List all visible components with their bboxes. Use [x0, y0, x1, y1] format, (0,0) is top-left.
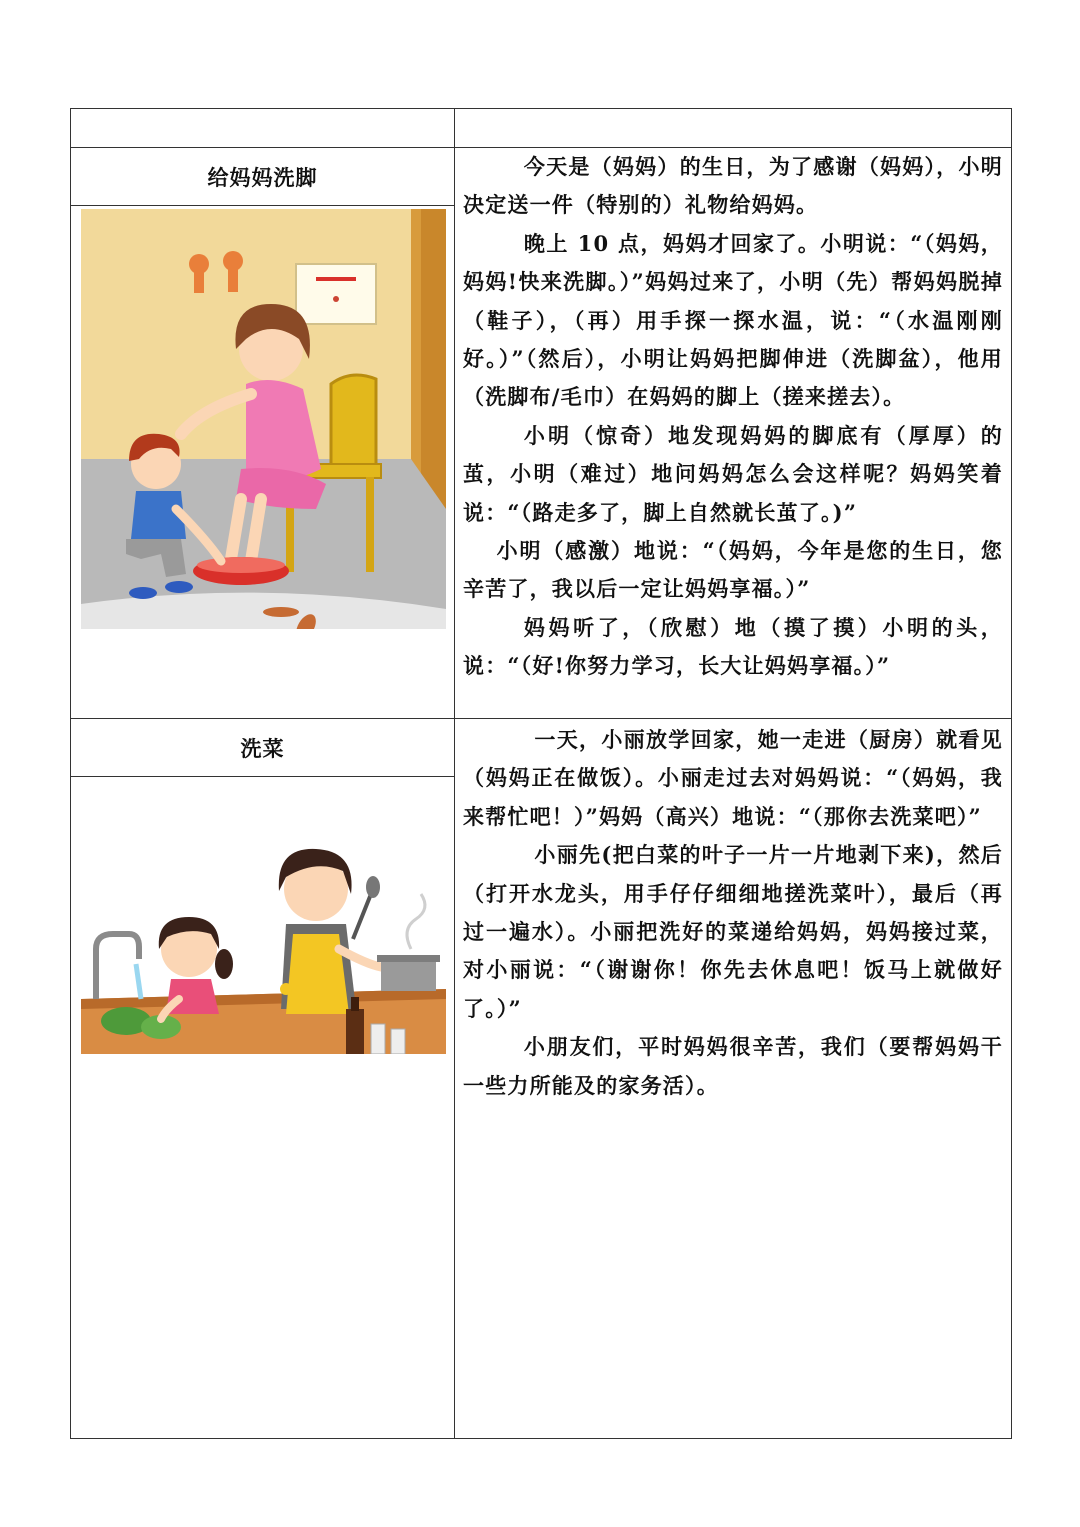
- story-1-paragraph: 小明（感激）地说：“（妈妈，今年是您的生日，您辛苦了，我以后一定让妈妈享福。）”: [463, 538, 1003, 602]
- mother-son-footwash-illustration: [81, 209, 446, 629]
- story-2-paragraph: 小丽先(把白菜的叶子一片一片地剥下来)，然后（打开水龙头，用手仔仔细细地搓洗菜叶），最后（再过一遍水）。小丽把洗好的菜递给妈妈，妈妈接过菜，对小丽说：“（谢谢你！你先去休息吧！饭马上就做好了。）”: [463, 842, 1003, 1021]
- story-2-text: [463, 721, 1003, 1105]
- column-divider: [454, 109, 455, 1438]
- worksheet-table: [70, 108, 1012, 1439]
- mother-daughter-kitchen-illustration: [81, 799, 446, 1054]
- story-1-title: 给妈妈洗脚: [207, 164, 318, 190]
- story-2-title: 洗菜: [240, 735, 285, 761]
- story-1-paragraph: 今天是（妈妈）的生日，为了感谢（妈妈），小明决定送一件（特别的）礼物给妈妈。: [463, 154, 1003, 218]
- story-2-paragraph: 小朋友们，平时妈妈很辛苦，我们（要帮妈妈干一些力所能及的家务活）。: [463, 1034, 1003, 1098]
- story-1-paragraph: 妈妈听了，（欣慰）地（摸了摸）小明的头，说：“（好!你努力学习，长大让妈妈享福。）”: [463, 614, 1003, 679]
- story-1-paragraph: 小明（惊奇）地发现妈妈的脚底有（厚厚）的茧，小明（难过）地问妈妈怎么会这样呢？妈妈笑着说：“（路走多了，脚上自然就长茧了。)”: [463, 422, 1003, 525]
- story-1-paragraph: 晚上 10 点，妈妈才回家了。小明说：“（妈妈，妈妈!快来洗脚。）”妈妈过来了，小明（先）帮妈妈脱掉（鞋子），（再）用手探一探水温，说：“（水温刚刚好。）”（然后），小明让妈妈把脚伸进（洗脚盆），他用（洗脚布/毛巾）在妈妈的脚上（搓来搓去）。: [463, 230, 1003, 410]
- title-divider-story-2: [71, 776, 454, 777]
- title-divider-story-1: [71, 205, 454, 206]
- story-2-paragraph: 一天，小丽放学回家，她一走进（厨房）就看见（妈妈正在做饭）。小丽走过去对妈妈说：“（妈妈，我来帮忙吧！）”妈妈（高兴）地说：“（那你去洗菜吧）”: [463, 727, 1003, 829]
- story-1-text: [463, 148, 1003, 686]
